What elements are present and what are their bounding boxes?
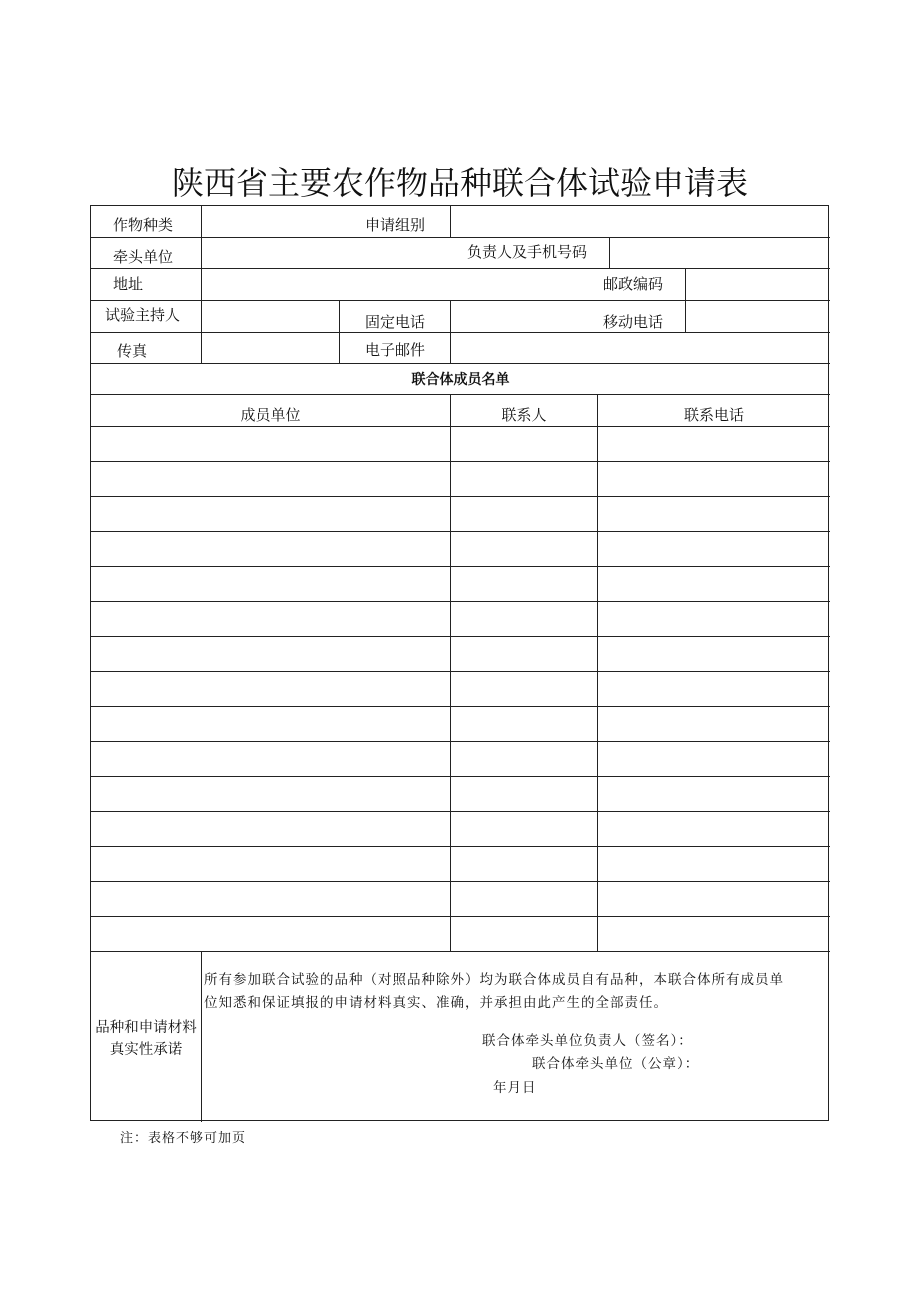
row-divider	[91, 776, 830, 777]
commitment-text-line2: 位知悉和保证填报的申请材料真实、准确，并承担由此产生的全部责任。	[204, 995, 668, 1011]
row-divider	[91, 531, 830, 532]
row-divider	[91, 461, 830, 462]
commitment-label-line1: 品种和申请材料	[95, 1020, 197, 1036]
members-section-title: 联合体成员名单	[411, 372, 510, 388]
postal-code-label: 邮政编码	[603, 275, 664, 293]
commitment-text-line1: 所有参加联合试验的品种（对照品种除外）均为联合体成员自有品种，本联合体所有成员单	[204, 972, 784, 988]
application-form	[90, 205, 829, 1121]
row-divider	[91, 811, 830, 812]
lead-unit-label: 牵头单位	[113, 248, 174, 266]
lead-unit-field[interactable]	[202, 238, 452, 268]
row-divider	[91, 426, 830, 427]
person-phone-field[interactable]	[610, 238, 829, 268]
trial-host-field[interactable]	[202, 301, 339, 332]
row-divider	[91, 846, 830, 847]
col-divider	[597, 394, 598, 951]
col-divider	[201, 951, 202, 1122]
sign-unit-line: 联合体牵头单位（公章）：	[532, 1056, 700, 1072]
apply-group-field[interactable]	[451, 206, 829, 237]
commitment-label-line2: 真实性承诺	[109, 1042, 183, 1058]
row-divider	[91, 394, 830, 395]
email-field[interactable]	[451, 333, 829, 363]
row-divider	[91, 496, 830, 497]
sign-leader-line: 联合体牵头单位负责人（签名）：	[482, 1033, 693, 1049]
page-title: 陕西省主要农作物品种联合体试验申请表	[171, 164, 748, 202]
col-divider	[450, 394, 451, 951]
row-divider	[91, 601, 830, 602]
trial-host-label: 试验主持人	[105, 306, 181, 324]
row-divider	[91, 363, 830, 364]
phone-header: 联系电话	[683, 406, 744, 424]
row-divider	[91, 706, 830, 707]
row-divider	[91, 636, 830, 637]
contact-header: 联系人	[501, 406, 547, 424]
date-line: 年月日	[493, 1080, 537, 1096]
email-label: 电子邮件	[365, 341, 426, 359]
person-phone-label: 负责人及手机号码	[467, 243, 588, 261]
member-unit-header: 成员单位	[240, 406, 301, 424]
fax-label: 传真	[117, 342, 148, 360]
row-divider	[91, 671, 830, 672]
row-divider	[91, 916, 830, 917]
crop-type-label: 作物种类	[113, 216, 174, 234]
mobile-label: 移动电话	[603, 313, 664, 331]
fax-field[interactable]	[202, 333, 339, 363]
col-divider	[339, 300, 340, 363]
footnote: 注：表格不够可加页	[120, 1131, 247, 1146]
apply-group-label: 申请组别	[365, 216, 426, 234]
row-divider	[91, 881, 830, 882]
postal-code-field[interactable]	[686, 269, 829, 300]
row-divider	[91, 741, 830, 742]
address-label: 地址	[113, 275, 144, 293]
row-divider	[91, 566, 830, 567]
mobile-field[interactable]	[686, 301, 829, 332]
landline-label: 固定电话	[365, 313, 426, 331]
